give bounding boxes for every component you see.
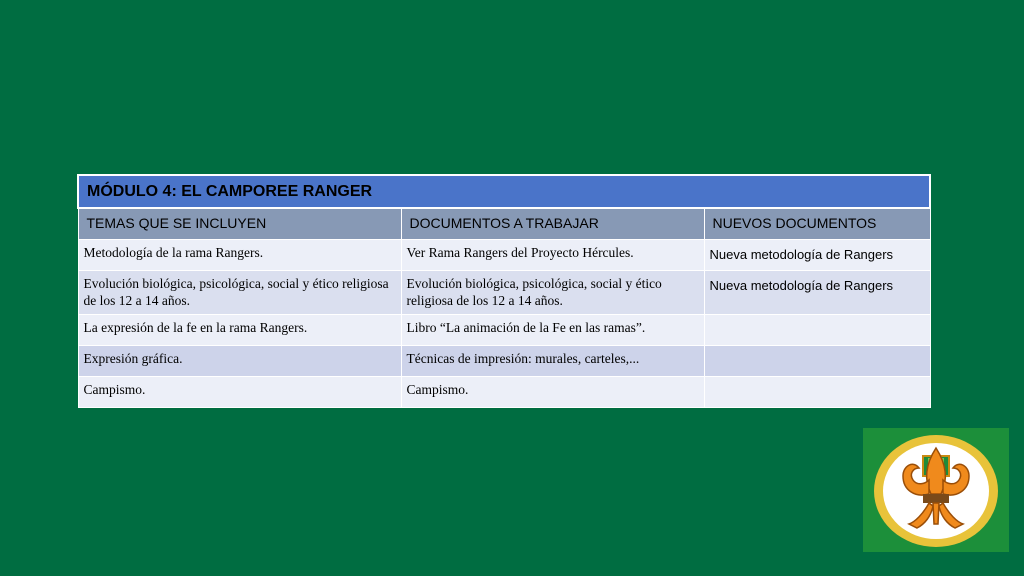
table-cell: Ver Rama Rangers del Proyecto Hércules. [401, 240, 704, 271]
table-cell: Metodología de la rama Rangers. [78, 240, 401, 271]
table-cell: Técnicas de impresión: murales, carteles,... [401, 346, 704, 377]
table-cell: Nueva metodología de Rangers [704, 271, 930, 315]
module-table [77, 174, 931, 408]
table-cell: Campismo. [78, 377, 401, 408]
table-cell: Campismo. [401, 377, 704, 408]
table-row [78, 346, 930, 377]
table-cell: Expresión gráfica. [78, 346, 401, 377]
table-cell [704, 315, 930, 346]
table-row [78, 271, 930, 315]
table-cell: Nueva metodología de Rangers [704, 240, 930, 271]
header-temas: TEMAS QUE SE INCLUYEN [78, 208, 401, 240]
table-cell [704, 377, 930, 408]
fleur-de-lis-emblem-icon [863, 428, 1009, 552]
table-cell [704, 346, 930, 377]
table-row [78, 240, 930, 271]
table-cell: La expresión de la fe en la rama Rangers. [78, 315, 401, 346]
table-cell: Libro “La animación de la Fe en las ramas”. [401, 315, 704, 346]
table-cell: Evolución biológica, psicológica, social y ético religiosa de los 12 a 14 años. [401, 271, 704, 315]
header-nuevos: NUEVOS DOCUMENTOS [704, 208, 930, 240]
table-title: MÓDULO 4: EL CAMPOREE RANGER [78, 175, 930, 208]
header-documentos: DOCUMENTOS A TRABAJAR [401, 208, 704, 240]
table-row [78, 377, 930, 408]
table-cell: Evolución biológica, psicológica, social y ético religiosa de los 12 a 14 años. [78, 271, 401, 315]
table-row [78, 315, 930, 346]
